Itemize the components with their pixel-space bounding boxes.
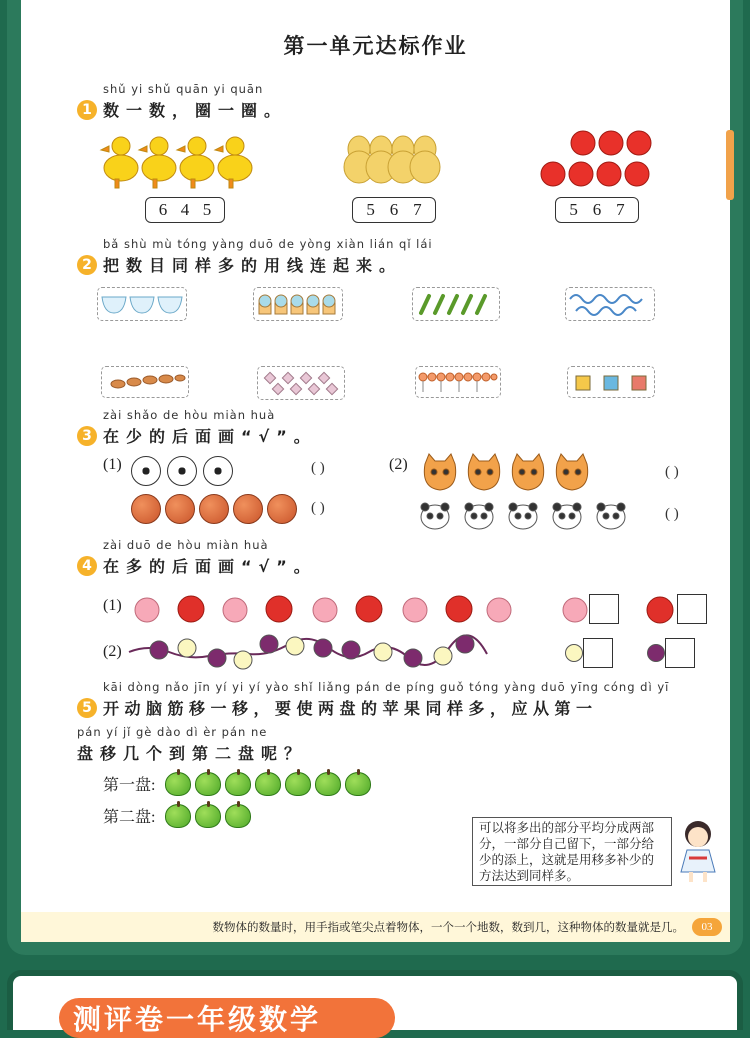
side-tab — [726, 130, 734, 200]
basketballs — [131, 494, 301, 528]
spoons-box[interactable] — [101, 366, 189, 398]
plate-1-label: 第一盘: — [103, 777, 156, 794]
q3-answer-basketball[interactable]: ( ) — [311, 500, 325, 516]
green-apple-icon — [165, 804, 191, 828]
green-apple-icon — [345, 772, 371, 796]
q2-pinyin: bǎ shù mù tóng yàng duō de yòng xiàn lián qǐ lái — [103, 237, 433, 251]
pears-image — [343, 125, 443, 191]
q5-number: 5 — [77, 698, 97, 718]
q4-part2-label: (2) — [103, 643, 122, 660]
lollipops-box[interactable] — [415, 366, 501, 398]
next-page-preview — [7, 970, 743, 1036]
green-apple-icon — [285, 772, 311, 796]
strawberries-image — [539, 128, 659, 192]
green-apple-icon — [195, 772, 221, 796]
hint-note: 可以将多出的部分平均分成两部分，一部分自己留下，一部分给少的添上，这就是用移多补少的方法达到同样多。 — [472, 817, 672, 886]
question-4 — [77, 538, 317, 577]
choice[interactable]: 6 — [389, 200, 399, 219]
choice[interactable]: 6 — [158, 200, 168, 219]
q1-text: 数一数，圈一圈。 — [103, 101, 288, 120]
leaves-box[interactable] — [412, 287, 500, 321]
yellow-bead-icon — [565, 644, 583, 662]
q4-box-apple[interactable] — [677, 594, 707, 624]
pandas-image — [419, 502, 633, 532]
q3-part1-label: (1) — [103, 456, 122, 473]
green-apple-icon — [195, 804, 221, 828]
plate-2-apples — [165, 804, 255, 828]
cubes-box[interactable] — [567, 366, 655, 398]
choice[interactable]: 4 — [180, 200, 190, 219]
cupcakes-box[interactable] — [253, 287, 343, 321]
footer-text: 数物体的数量时，用手指或笔尖点着物体，一个一个地数，数到几，这种物体的数量就是几。 — [212, 922, 684, 934]
q2-text: 把数目同样多的用线连起来。 — [103, 256, 403, 275]
green-apple-icon — [225, 772, 251, 796]
q3-text: 在少的后面画“√”。 — [103, 427, 317, 446]
q5-pinyin-2: pán yí jǐ gè dào dì èr pán ne — [77, 725, 268, 739]
q3-answer-cats[interactable]: ( ) — [665, 464, 679, 480]
green-apple-icon — [165, 772, 191, 796]
waves-box[interactable] — [565, 287, 655, 321]
q5-text: 开动脑筋移一移，要使两盘的苹果同样多，应从第一 — [103, 699, 598, 718]
q4-pinyin: zài duō de hòu miàn huà — [103, 538, 269, 552]
q2-number: 2 — [77, 255, 97, 275]
soccer-balls — [131, 456, 239, 490]
page-number: 03 — [692, 918, 722, 936]
apple-icon — [645, 596, 675, 624]
q4-box-peach[interactable] — [589, 594, 619, 624]
q4-box-purple-bead[interactable] — [665, 638, 695, 668]
page-title: 第一单元达标作业 — [283, 34, 468, 58]
next-page-banner: 测评卷一年级数学 — [59, 998, 395, 1038]
girl-illustration — [675, 818, 721, 888]
choice[interactable]: 5 — [202, 200, 212, 219]
q3-answer-pandas[interactable]: ( ) — [665, 506, 679, 522]
worksheet-frame — [7, 0, 743, 955]
question-2 — [77, 237, 433, 276]
plate-2-label: 第二盘: — [103, 809, 156, 826]
purple-bead-icon — [647, 644, 665, 662]
choice[interactable]: 5 — [366, 200, 375, 219]
q4-text: 在多的后面画“√”。 — [103, 557, 317, 576]
question-5 — [77, 680, 669, 764]
green-apple-icon — [255, 772, 281, 796]
q1-choices-pears[interactable] — [352, 197, 436, 223]
green-apple-icon — [315, 772, 341, 796]
q4-part1-label: (1) — [103, 597, 122, 614]
bowls-box[interactable] — [97, 287, 187, 321]
q4-number: 4 — [77, 556, 97, 576]
choice[interactable]: 7 — [616, 200, 625, 219]
peaches-apples-row — [131, 594, 511, 628]
candies-box[interactable] — [257, 366, 345, 400]
q1-number: 1 — [77, 100, 97, 120]
q1-pinyin: shǔ yi shǔ quān yi quān — [103, 82, 264, 96]
q3-answer-soccer[interactable]: ( ) — [311, 460, 325, 476]
choice[interactable]: 6 — [592, 200, 602, 219]
q1-choices-ducks[interactable] — [145, 197, 225, 223]
choice[interactable]: 7 — [413, 200, 422, 219]
q5-pinyin: kāi dòng nǎo jīn yí yi yí yào shǐ liǎng pán de píng guǒ tóng yàng duō yīng cóng dì yī — [103, 680, 670, 694]
cats-image — [421, 452, 597, 494]
green-apple-icon — [225, 804, 251, 828]
q5-text-2: 盘移几个到第二盘呢？ — [77, 744, 308, 763]
plate-1-apples — [165, 772, 375, 796]
choice[interactable]: 5 — [569, 200, 578, 219]
worksheet-page — [21, 0, 730, 942]
question-3 — [77, 408, 317, 447]
q3-pinyin: zài shǎo de hòu miàn huà — [103, 408, 276, 422]
q3-number: 3 — [77, 426, 97, 446]
question-1 — [77, 82, 287, 121]
q1-choices-strawberries[interactable] — [555, 197, 639, 223]
beads-string — [129, 630, 489, 672]
footer-tip — [21, 912, 730, 942]
q3-part2-label: (2) — [389, 456, 408, 473]
peach-icon — [561, 596, 589, 624]
q4-box-yellow-bead[interactable] — [583, 638, 613, 668]
ducks-image — [99, 130, 259, 192]
